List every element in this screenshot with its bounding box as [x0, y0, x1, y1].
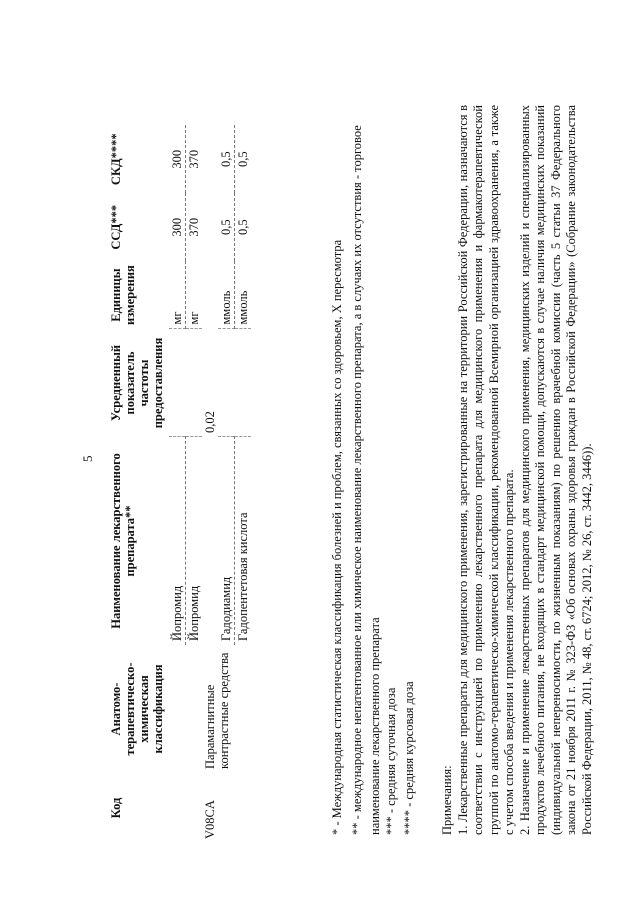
note-item: 1. Лекарственные препараты для медицинского применения, зарегистрированные на территории Российской Федерации, назначаются в соответствии с инструкцией по применению лекарственного препарата для медицинского применения и фармакотерапевтической группой по анатомо-терапевтическо-химической классификации, рекомендованной Всемирной организацией здравоохранения, а также с учетом способа введения и применения лекарственного препарата. [455, 105, 516, 835]
drug-skd: 370 [187, 149, 201, 169]
header-code: Код [109, 797, 123, 819]
drug-skd: 300 [169, 125, 186, 193]
header-drug: Наименование лекарственного препарата** [109, 453, 137, 629]
drug-unit: ммоль [218, 261, 235, 329]
footnote-inn: ** - международное непатентованное или химическое наименование лекарственного препарата, а в случаях их отсутствия - торговое наименование лекарственного препарата [350, 125, 382, 835]
header-ssd: ССД*** [109, 204, 123, 250]
drug-skd: 0,5 [236, 151, 250, 168]
drug-skd: 0,5 [218, 125, 235, 193]
header-skd: СКД**** [109, 133, 123, 186]
header-atc: Анатомо-терапевтическо-химическая классификация [109, 662, 165, 756]
drug-name: Йопромид [169, 437, 186, 645]
drug-ssd: 0,5 [218, 193, 235, 261]
atc-code: V08CA [203, 800, 217, 839]
table-row [202, 125, 218, 843]
drug-unit: ммоль [235, 261, 252, 329]
notes-block [440, 105, 595, 835]
drug-name: Йопромид [187, 585, 201, 641]
drug-ssd: 0,5 [236, 219, 250, 236]
header-unit: Единицы измерения [109, 265, 137, 325]
table-row [169, 125, 186, 843]
notes-title: Примечания: [440, 765, 454, 835]
drug-name: Гадопентетовая кислота [236, 512, 250, 641]
table-header-row [108, 125, 169, 843]
frequency-value: 0,02 [203, 411, 217, 433]
drug-ssd: 300 [169, 193, 186, 261]
drug-ssd: 370 [187, 217, 201, 237]
footnote-icd: * - Международная статистическая классификация болезней и проблем, связанных со здоровьем, X пересмотра [330, 239, 344, 835]
drug-unit: мг [169, 261, 186, 329]
atc-group: Парамагнитные контрастные средства [203, 652, 231, 769]
table-row [186, 125, 203, 843]
drug-unit: мг [186, 261, 203, 329]
drug-name: Гадодиамид [218, 437, 235, 645]
footnote-skd: **** - средняя курсовая доза [402, 681, 416, 835]
note-item: 2. Назначение и применение лекарственных препаратов для медицинского применения, медицинских изделий и специализированных продуктов лечебного питания, не входящих в стандарт медицинской помощи, допускаются в случае наличия медицинских показаний (индивидуальной непереносимости, по жизненным показаниям) по решению врачебной комиссии (часть 5 статьи 37 Федерального закона от 21 ноября 2011 г. № 323-ФЗ «Об основах охраны здоровья граждан в Российской Федерации» (Собрание законодательства Российской Федерации, 2011, № 48, ст. 6724; 2012, № 26, ст. 3442, 3446)). [517, 105, 594, 835]
page-number: 5 [80, 455, 95, 462]
footnote-ssd: *** - средняя суточная доза [384, 687, 398, 835]
header-freq: Усредненный показатель частоты предоставления [109, 337, 165, 429]
standards-table [108, 125, 251, 843]
